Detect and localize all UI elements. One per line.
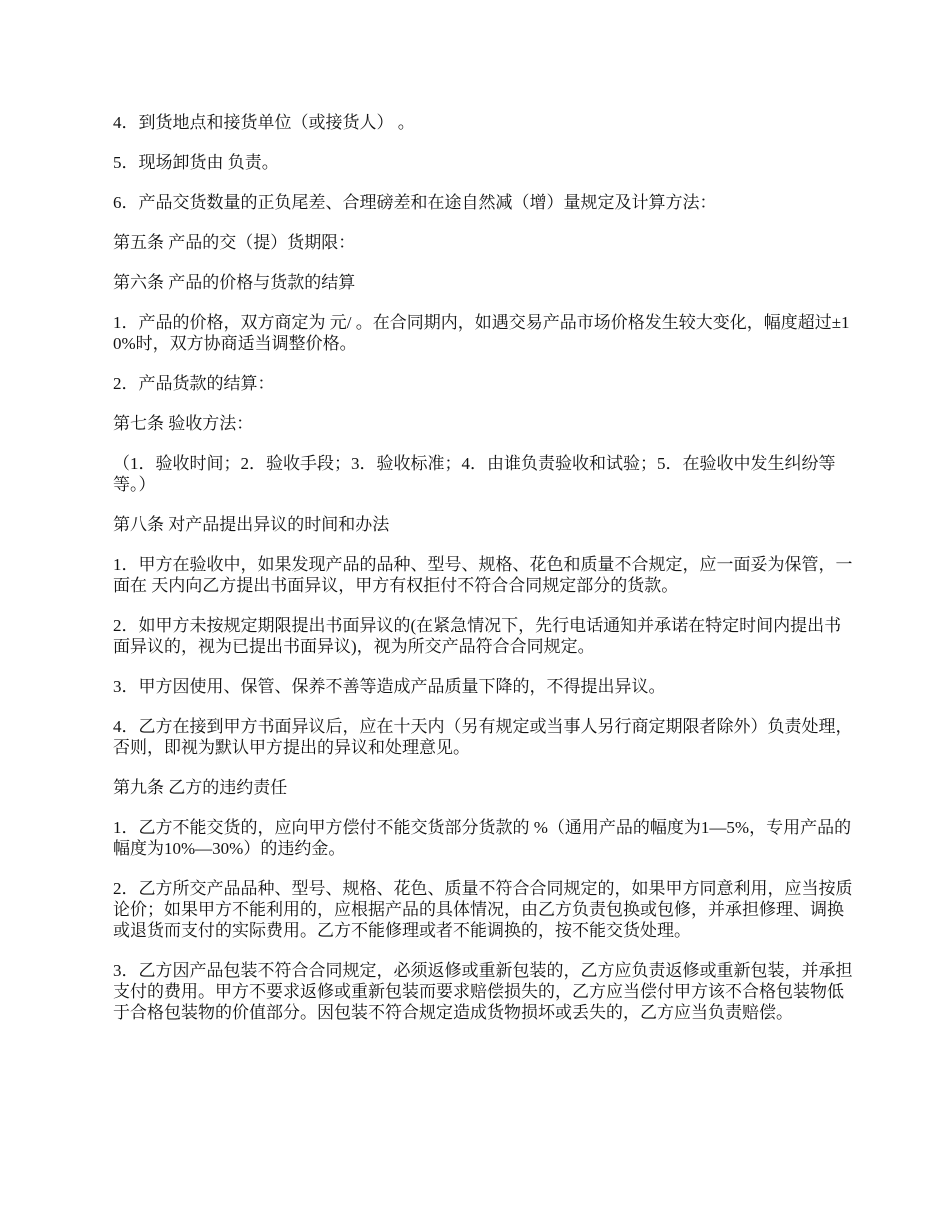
article-7-heading: 第七条 验收方法：: [113, 414, 254, 433]
article-9-heading: 第九条 乙方的违约责任: [113, 778, 288, 797]
clause-5-unloading: 5．现场卸货由 负责。: [113, 153, 279, 172]
article-8-heading: 第八条 对产品提出异议的时间和办法: [113, 515, 390, 534]
article-9-item-3: 3．乙方因产品包装不符合合同规定，必须返修或重新包装的，乙方应负责返修或重新包装，并承担支付的费用。甲方不要求返修或重新包装而要求赔偿损失的，乙方应当偿付甲方该不合格包装物低于合格包装物的价值部分。因包装不符合规定造成货物损坏或丢失的，乙方应当负责赔偿。: [113, 961, 853, 1022]
article-8-item-2: 2．如甲方未按规定期限提出书面异议的(在紧急情况下，先行电话通知并承诺在特定时间内提出书面异议的，视为已提出书面异议)，视为所交产品符合合同规定。: [113, 616, 842, 656]
article-6-item-1: 1．产品的价格，双方商定为 元/ 。在合同期内，如遇交易产品市场价格发生较大变化，幅度超过±10%时，双方协商适当调整价格。: [113, 313, 850, 353]
article-6-item-2: 2．产品货款的结算：: [113, 374, 275, 393]
article-7-note: （1．验收时间；2．验收手段；3．验收标准；4．由谁负责验收和试验；5．在验收中发生纠纷等等。）: [113, 454, 836, 494]
article-9-item-2: 2．乙方所交产品品种、型号、规格、花色、质量不符合合同规定的，如果甲方同意利用，应当按质论价；如果甲方不能利用的，应根据产品的具体情况，由乙方负责包换或包修，并承担修理、调换或退货而支付的实际费用。乙方不能修理或者不能调换的，按不能交货处理。: [113, 879, 853, 940]
article-9-item-1: 1．乙方不能交货的，应向甲方偿付不能交货部分货款的 %（通用产品的幅度为1—5%，专用产品的幅度为10%—30%）的违约金。: [113, 818, 852, 858]
article-6-heading: 第六条 产品的价格与货款的结算: [113, 273, 356, 292]
document-body: [113, 112, 853, 1042]
article-8-item-3: 3．甲方因使用、保管、保养不善等造成产品质量下降的，不得提出异议。: [113, 677, 666, 696]
article-5-heading: 第五条 产品的交（提）货期限：: [113, 233, 356, 252]
clause-6-quantity-tolerance: 6．产品交货数量的正负尾差、合理磅差和在途自然减（增）量规定及计算方法：: [113, 193, 717, 212]
clause-4-delivery-location: 4．到货地点和接货单位（或接货人） 。: [113, 113, 415, 132]
article-8-item-4: 4．乙方在接到甲方书面异议后，应在十天内（另有规定或当事人另行商定期限者除外）负责处理，否则，即视为默认甲方提出的异议和处理意见。: [113, 717, 853, 757]
article-8-item-1: 1．甲方在验收中，如果发现产品的品种、型号、规格、花色和质量不合规定，应一面妥为保管，一面在 天内向乙方提出书面异议，甲方有权拒付不符合合同规定部分的货款。: [113, 555, 853, 595]
